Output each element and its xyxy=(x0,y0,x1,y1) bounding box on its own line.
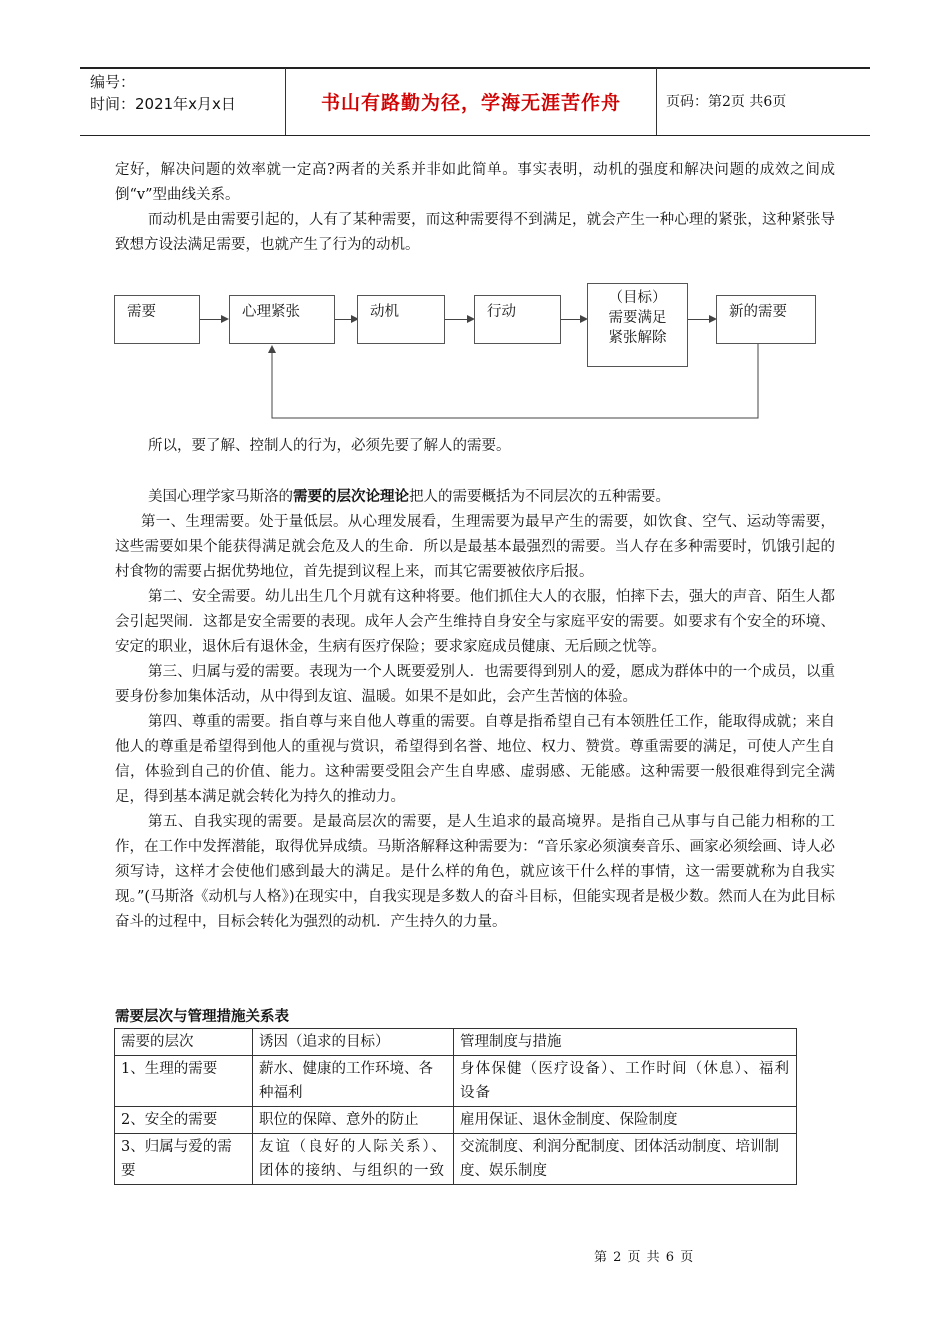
paragraph-5: 第一、生理需要。处于量低层。从心理发展看，生理需要为最早产生的需要，如饮食、空气、运动等需要，这些需要如果个能获得满足就会危及人的生命．所以是最基本最强烈的需要。当人存在多种需要时，饥饿引起的村食物的需要占据优势地位，首先提到议程上来，而其它需要被依序后报。 xyxy=(115,514,835,580)
flow-arrow xyxy=(445,319,473,320)
table-row xyxy=(115,1056,797,1107)
intro-text xyxy=(115,158,835,258)
paragraph-2: 而动机是由需要引起的，人有了某种需要，而这种需要得不到满足，就会产生一种心理的紧张，这种紧张导致想方设法满足需要，也就产生了行为的动机。 xyxy=(115,212,835,253)
page-footer: 第 2 页 共 6 页 xyxy=(594,1250,695,1265)
header-bottom-rule xyxy=(80,135,870,136)
header-date-label: 时间：2021年x月x日 xyxy=(90,95,236,113)
table-cell: 交流制度、利润分配制度、团体活动制度、培训制度、娱乐制度 xyxy=(454,1134,797,1185)
table-header-cell: 管理制度与措施 xyxy=(454,1029,797,1056)
table-cell: 雇用保证、退休金制度、保险制度 xyxy=(454,1107,797,1134)
table-cell: 2、安全的需要 xyxy=(115,1107,253,1134)
flow-box-tension: 心理紧张 xyxy=(229,295,335,344)
table-cell: 3、归属与爱的需要 xyxy=(115,1134,253,1185)
goal-line-1: （目标） xyxy=(608,290,667,306)
table-row xyxy=(115,1134,797,1185)
table-title: 需要层次与管理措施关系表 xyxy=(115,1008,289,1025)
flow-arrow xyxy=(688,319,715,320)
paragraph-4 xyxy=(115,484,835,510)
maslow-text xyxy=(115,484,835,935)
paragraph-8: 第四、尊重的需要。指自尊与来自他人尊重的需要。自尊是指希望自己有本领胜任工作，能取得成就；来自他人的尊重是希望得到他人的重视与赏识，希望得到名誉、地位、权力、赞赏。尊重需要的满足，可使人产生自信，体验到自己的价值、能力。这种需要受阻会产生自卑感、虚弱感、无能感。这种需要一般很难得到完全满足，得到基本满足就会转化为持久的推动力。 xyxy=(115,714,835,805)
flow-arrow xyxy=(335,319,357,320)
table-row xyxy=(115,1107,797,1134)
flow-box-new-need: 新的需要 xyxy=(716,295,816,344)
table-header-cell: 需要的层次 xyxy=(115,1029,253,1056)
header-code-label: 编号： xyxy=(90,73,136,91)
page-header xyxy=(80,67,870,137)
table-cell: 薪水、健康的工作环境、各种福利 xyxy=(253,1056,454,1107)
flow-arrow xyxy=(561,319,586,320)
table-cell: 身体保健（医疗设备）、工作时间（休息）、福利设备 xyxy=(454,1056,797,1107)
goal-line-2: 需要满足 xyxy=(608,310,667,326)
paragraph-7: 第三、归属与爱的需要。表现为一个人既要爱别人．也需要得到别人的爱，愿成为群体中的一个成员，以重要身份参加集体活动，从中得到友谊、温暖。如果不是如此，会产生苦恼的体验。 xyxy=(115,664,835,705)
paragraph-6: 第二、安全需要。幼儿出生几个月就有这种将要。他们抓住大人的衣服，怕摔下去，强大的声音、陌生人都会引起哭闹．这都是安全需要的表现。成年人会产生维持自身安全与家庭平安的需要。如要求有个安全的环境、安定的职业，退休后有退休金，生病有医疗保险；要求家庭成员健康、无后顾之忧等。 xyxy=(115,589,835,655)
flow-box-need: 需要 xyxy=(114,295,200,344)
table-cell: 1、生理的需要 xyxy=(115,1056,253,1107)
flow-box-motive: 动机 xyxy=(357,295,445,344)
flow-box-action: 行动 xyxy=(474,295,561,344)
goal-line-3: 紧张解除 xyxy=(608,330,667,346)
conclusion-text xyxy=(115,434,835,459)
table-header-cell: 诱因（追求的目标） xyxy=(253,1029,454,1056)
header-meta xyxy=(90,71,236,115)
paragraph-1: 定好，解决问题的效率就一定高?两者的关系并非如此简单。事实表明，动机的强度和解决问题的成效之间成倒“v”型曲线关系。 xyxy=(115,162,835,203)
paragraph-3: 所以，要了解、控制人的行为，必须先要了解人的需要。 xyxy=(148,438,511,454)
header-page-label: 页码：第2页 共6页 xyxy=(666,94,787,110)
paragraph-9: 第五、自我实现的需要。是最高层次的需要，是人生追求的最高境界。是指自己从事与自己能力相称的工作，在工作中发挥潜能，取得优异成绩。马斯洛解释这种需要为：“音乐家必须演奏音乐、画家必须绘画、诗人必须写诗，这样才会使他们感到最大的满足。是什么样的角色，就应该干什么样的事情，这一需要就称为自我实现。”(马斯洛《动机与人格》)在现实中，自我实现是多数人的奋斗目标，但能实现者是极少数。然而人在为此目标奋斗的过程中，目标会转化为强烈的动机．产生持久的力量。 xyxy=(115,814,835,930)
table-cell: 职位的保障、意外的防止 xyxy=(253,1107,454,1134)
feedback-loop-line xyxy=(260,342,770,424)
p4-bold-term: 需要的层次论理论 xyxy=(293,488,409,505)
table-cell: 友谊（良好的人际关系）、团体的接纳、与组织的一致 xyxy=(253,1134,454,1185)
header-divider xyxy=(656,68,657,135)
p4-pre: 美国心理学家马斯洛的 xyxy=(148,489,293,505)
needs-management-table xyxy=(114,1028,797,1185)
flow-arrow xyxy=(200,319,227,320)
p4-post: 把人的需要概括为不同层次的五种需要。 xyxy=(409,489,670,505)
table-header-row xyxy=(115,1029,797,1056)
header-motto: 书山有路勤为径，学海无涯苦作舟 xyxy=(320,91,621,114)
